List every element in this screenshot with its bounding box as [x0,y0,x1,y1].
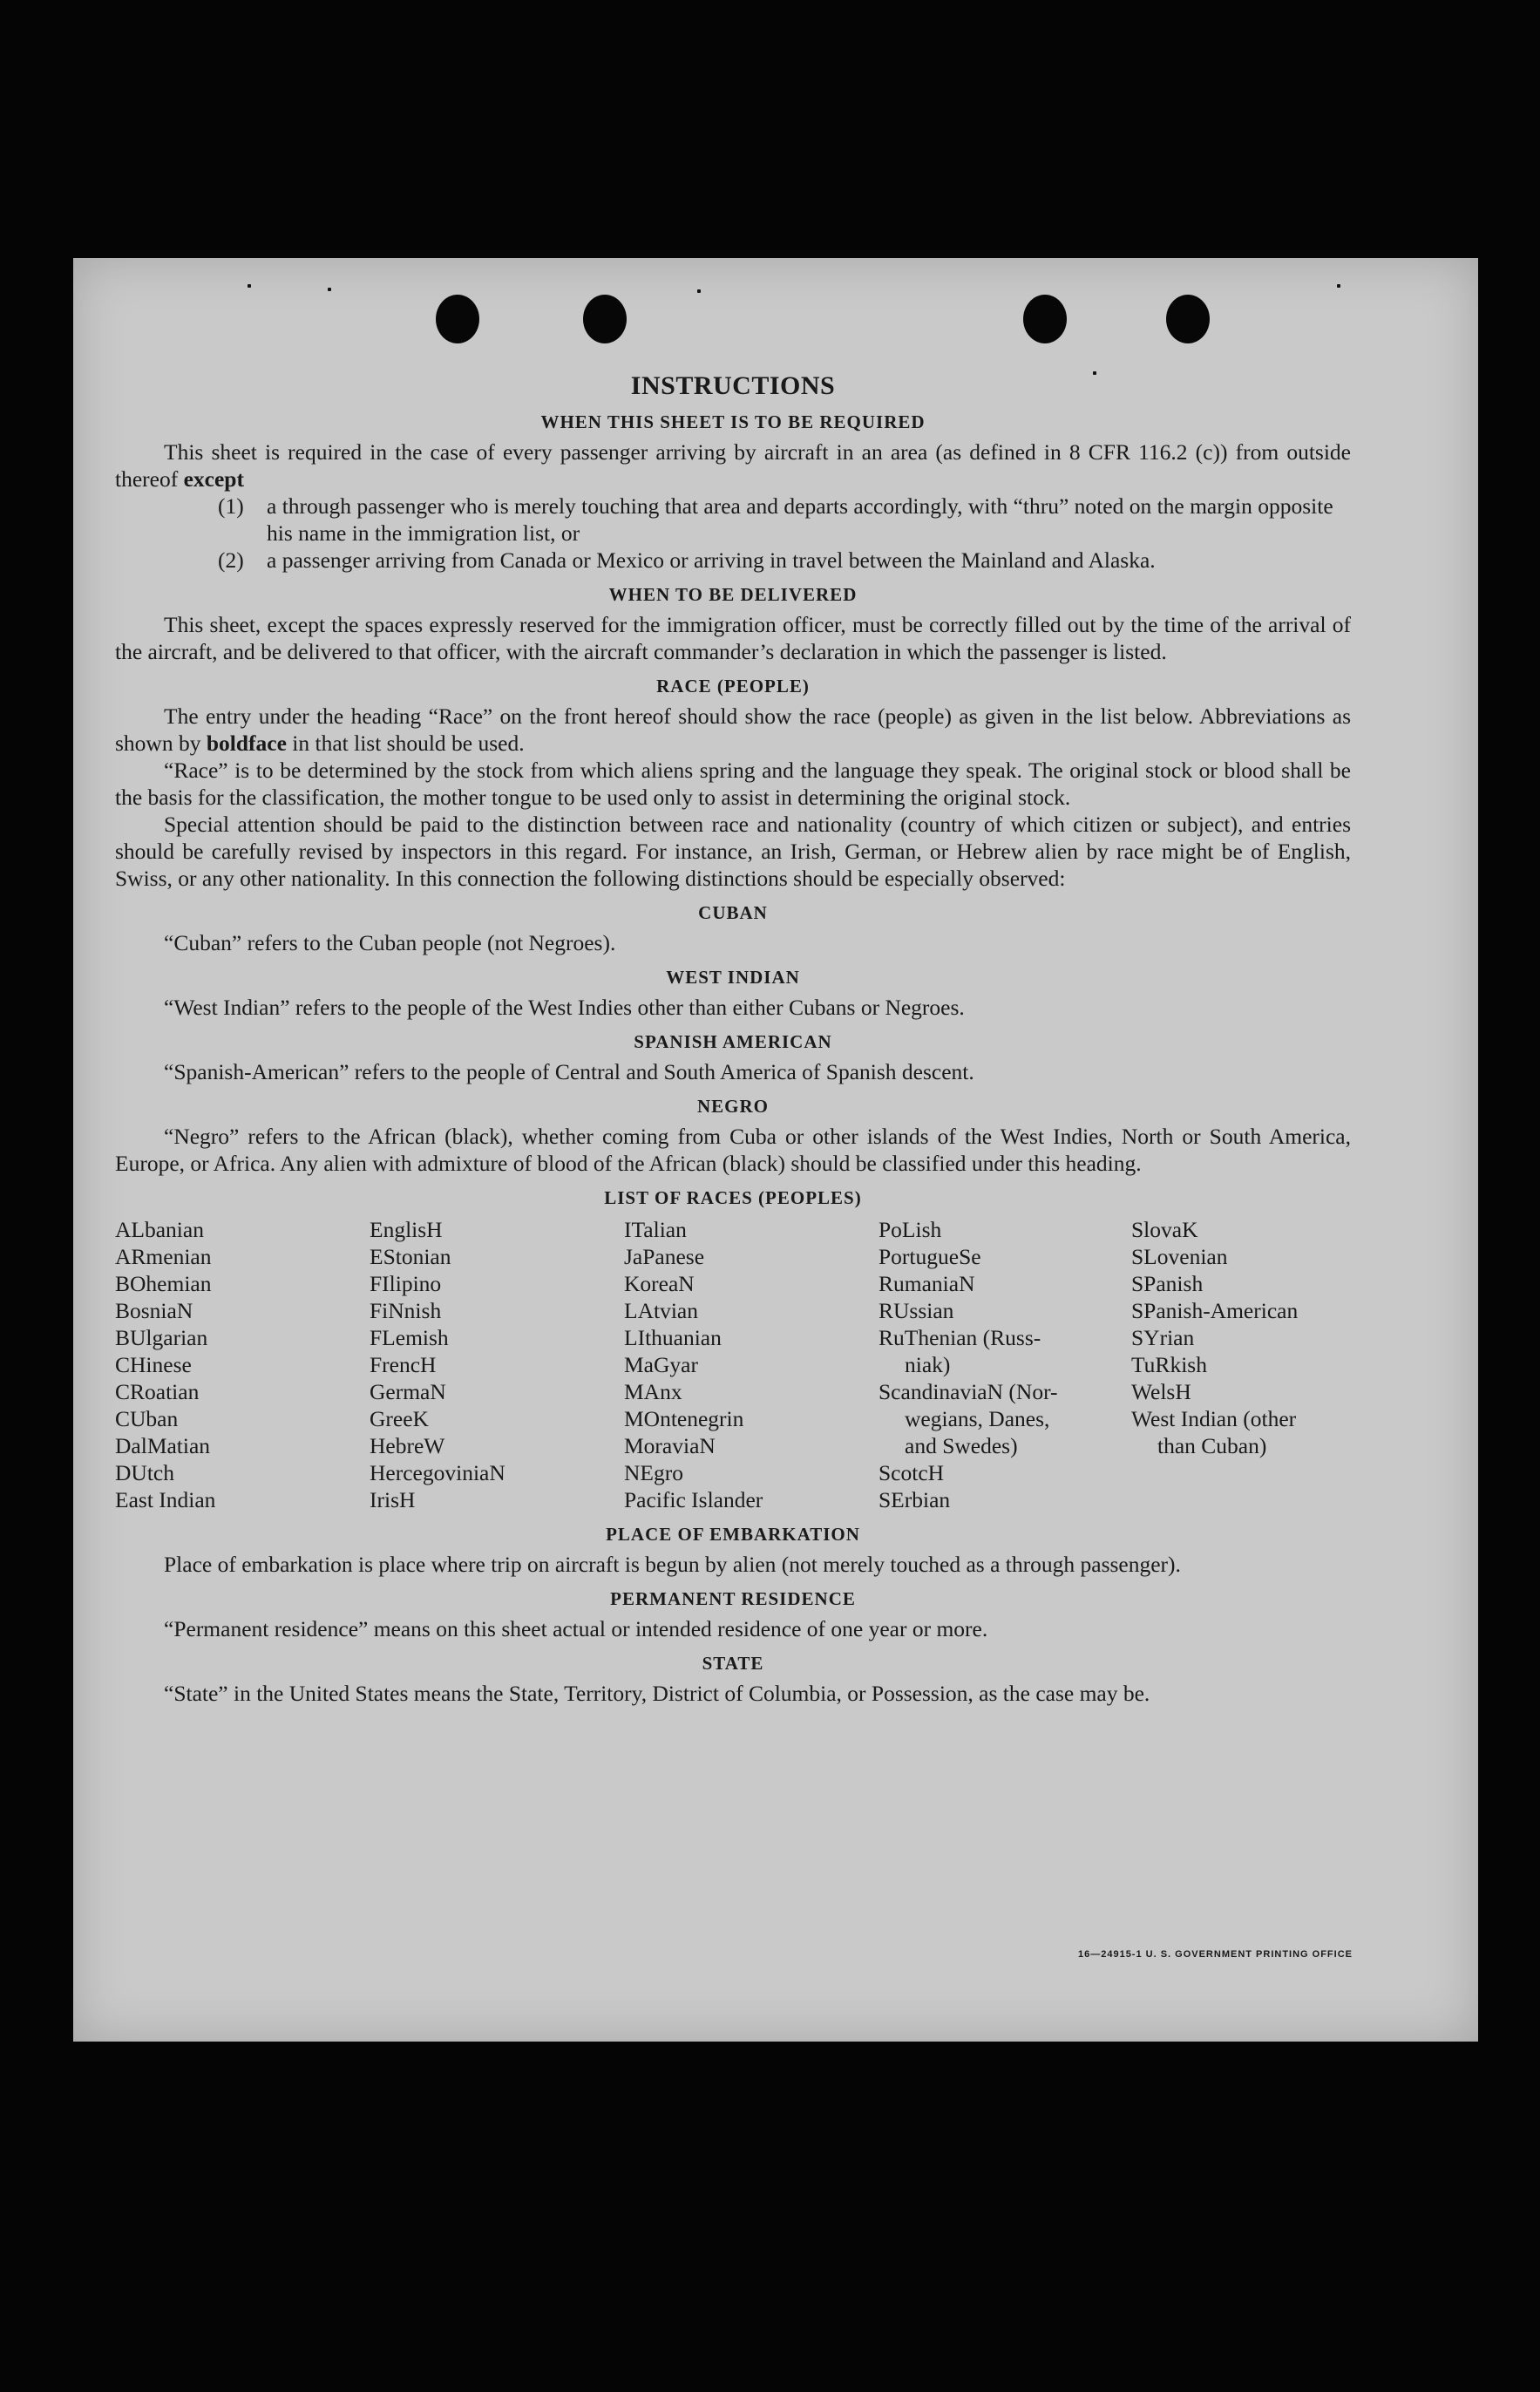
race-p1-bold: boldface [206,731,287,756]
race-entry: MOntenegrin [624,1406,744,1431]
race-entry: BosniaN [115,1298,193,1323]
section-heading-west-indian: WEST INDIAN [666,967,800,988]
race-entry: East Indian [115,1487,216,1512]
race-entry: EnglisH [370,1217,443,1242]
race-entry: RUssian [879,1298,954,1323]
spanish-american-text: “Spanish-American” refers to the people of Central and South America of Spanish descent. [164,1059,974,1084]
race-entry: ARmenian [115,1244,212,1269]
when-delivered-text: This sheet, except the spaces expressly reserved for the immigration officer, must be correctly filled out by the time of the arrival of the aircraft, and be delivered to that officer, with the aircraft commander’s declaration in which the passenger is listed. [115,612,1351,664]
paper-speck [697,289,701,293]
document-page [73,258,1478,2042]
race-entry: ITalian [624,1217,687,1242]
race-entry: niak) [905,1352,951,1377]
list-item [218,547,1351,574]
race-entry: WelsH [1131,1379,1191,1404]
race-paragraph-2: “Race” is to be determined by the stock from which aliens spring and the language they speak. The original stock or blood shall be the basis for the classification, the mother tongue to be used only to assist in determining the original stock. [115,758,1351,810]
race-entry: West Indian (other [1131,1406,1297,1431]
section-heading-list-of-races: LIST OF RACES (PEOPLES) [604,1187,862,1208]
race-entry: EStonian [370,1244,451,1269]
race-entry: FrencH [370,1352,437,1377]
section-heading-cuban: CUBAN [698,902,768,923]
punch-hole [1166,295,1210,343]
race-entry: HercegoviniaN [370,1460,505,1485]
race-entry: ScotcH [879,1460,945,1485]
race-list [115,1216,1351,1513]
race-entry: Pacific Islander [624,1487,763,1512]
page-title: INSTRUCTIONS [630,371,836,400]
race-entry: FLemish [370,1325,449,1350]
race-entry: SErbian [879,1487,951,1512]
race-entry: SPanish-American [1131,1298,1299,1323]
race-entry: CRoatian [115,1379,200,1404]
race-entry: SLovenian [1131,1244,1228,1269]
when-required-intro [115,438,1351,493]
race-entry: GreeK [370,1406,429,1431]
race-entry: wegians, Danes, [905,1406,1050,1431]
section-heading-when-required: WHEN THIS SHEET IS TO BE REQUIRED [540,411,926,432]
paper-speck [328,288,331,291]
race-entry: CUban [115,1406,179,1431]
race-entry: RumaniaN [879,1271,975,1296]
item-number: (2) [218,547,244,573]
item-number: (1) [218,493,244,519]
race-entry: SPanish [1131,1271,1204,1296]
section-heading-when-delivered: WHEN TO BE DELIVERED [608,584,858,605]
punch-hole [1023,295,1067,343]
punch-hole [583,295,627,343]
section-heading-state: STATE [702,1653,764,1674]
race-entry: BUlgarian [115,1325,208,1350]
race-entry: DUtch [115,1460,174,1485]
race-entry: KoreaN [624,1271,695,1296]
negro-text: “Negro” refers to the African (black), whether coming from Cuba or other islands of the West Indies, North or South America, Europe, or Africa. Any alien with admixture of blood of the African (black) should be classified under this heading. [115,1124,1351,1176]
paper-speck [1337,284,1340,288]
race-entry: HebreW [370,1433,445,1458]
race-entry: BOhemian [115,1271,212,1296]
section-heading-race: RACE (PEOPLE) [656,676,810,697]
race-entry: CHinese [115,1352,192,1377]
race-entry: GermaN [370,1379,446,1404]
section-heading-negro: NEGRO [696,1096,769,1117]
race-column [624,1216,879,1513]
race-entry: DalMatian [115,1433,211,1458]
when-required-text: This sheet is required in the case of every passenger arriving by aircraft in an area (as defined in 8 CFR 116.2 (c)) from outside thereof [115,439,1351,492]
race-p1-tail: in that list should be used. [292,731,525,756]
race-paragraph-1 [115,703,1351,757]
section-heading-embarkation: PLACE OF EMBARKATION [606,1524,860,1545]
item-text: a passenger arriving from Canada or Mexico or arriving in travel between the Mainland and Alaska. [267,547,1156,573]
state-text: “State” in the United States means the State, Territory, District of Columbia, or Possession, as the case may be. [164,1681,1150,1706]
race-entry: NEgro [624,1460,683,1485]
race-entry: TuRkish [1131,1352,1207,1377]
race-entry: LAtvian [624,1298,698,1323]
race-entry: MAnx [624,1379,682,1404]
list-item [218,493,1351,547]
embarkation-text: Place of embarkation is place where trip on aircraft is begun by alien (not merely touched as a through passenger). [164,1552,1181,1577]
cuban-text: “Cuban” refers to the Cuban people (not Negroes). [164,930,616,955]
paper-speck [248,284,251,288]
instructions-body [115,371,1351,1707]
race-entry: ALbanian [115,1217,204,1242]
race-column [115,1216,370,1513]
race-entry: than Cuban) [1157,1433,1267,1458]
race-column [879,1216,1131,1513]
when-required-except: except [183,466,244,492]
race-entry: LIthuanian [624,1325,722,1350]
item-text: a through passenger who is merely touching that area and departs accordingly, with “thru” noted on the margin opposite his name in the immigration list, or [267,493,1333,546]
west-indian-text: “West Indian” refers to the people of the West Indies other than either Cubans or Negroes. [164,995,965,1020]
printer-mark: 16—24915-1 U. S. GOVERNMENT PRINTING OFFICE [1077,1949,1353,1960]
race-entry: JaPanese [624,1244,705,1269]
race-column [1131,1216,1351,1513]
race-entry: IrisH [370,1487,416,1512]
race-entry: PortugueSe [879,1244,981,1269]
race-entry: and Swedes) [905,1433,1018,1458]
race-entry: SlovaK [1131,1217,1198,1242]
race-p1-text: The entry under the heading “Race” on the front hereof should show the race (people) as given in the list below. Abbreviations as shown by [115,703,1351,756]
race-entry: PoLish [879,1217,942,1242]
permanent-residence-text: “Permanent residence” means on this sheet actual or intended residence of one year or more. [164,1616,988,1641]
race-column [370,1216,624,1513]
section-heading-permanent-residence: PERMANENT RESIDENCE [610,1588,856,1609]
race-entry: SYrian [1131,1325,1195,1350]
punch-hole [436,295,479,343]
race-entry: MaGyar [624,1352,698,1377]
race-entry: RuThenian (Russ- [879,1325,1041,1350]
race-entry: FiNnish [370,1298,442,1323]
section-heading-spanish-american: SPANISH AMERICAN [634,1031,832,1052]
race-entry: ScandinaviaN (Nor- [879,1379,1058,1404]
race-paragraph-3: Special attention should be paid to the distinction between race and nationality (country of which citizen or subject), and entries should be carefully revised by inspectors in this regard. For instance, an Irish, German, or Hebrew alien by race might be of English, Swiss, or any other nationality. In this connection the following distinctions should be especially observed: [115,812,1351,891]
race-entry: MoraviaN [624,1433,716,1458]
race-entry: FIlipino [370,1271,442,1296]
